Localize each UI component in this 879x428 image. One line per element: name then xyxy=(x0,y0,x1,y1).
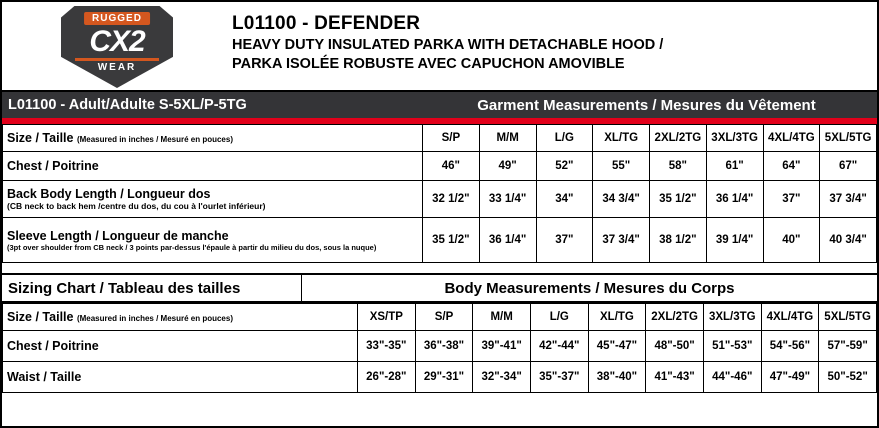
garment-row-1-val-1: 33 1/4" xyxy=(479,181,536,218)
garment-row-0-val-5: 61" xyxy=(706,152,763,181)
garment-col-3: XL/TG xyxy=(593,125,650,152)
logo-top-text: RUGGED xyxy=(84,12,150,25)
garment-banner-right: Garment Measurements / Mesures du Vêtement xyxy=(477,96,816,114)
body-size-header xyxy=(3,304,358,331)
body-row-0-val-7: 54"-56" xyxy=(761,331,819,362)
garment-row-2-val-7: 40 3/4" xyxy=(820,218,877,263)
garment-col-6: 4XL/4TG xyxy=(763,125,820,152)
garment-banner-left: L01100 - Adult/Adulte S-5XL/P-5TG xyxy=(8,97,247,113)
garment-row-1-val-7: 37 3/4" xyxy=(820,181,877,218)
body-col-6: 3XL/3TG xyxy=(703,304,761,331)
body-row-0-val-6: 51"-53" xyxy=(703,331,761,362)
body-measurements-table xyxy=(2,303,877,393)
body-row-1-val-4: 38"-40" xyxy=(588,362,646,393)
garment-size-note: (Measured in inches / Mesuré en pouces) xyxy=(76,135,233,144)
garment-row-1-val-6: 37" xyxy=(763,181,820,218)
body-col-8: 5XL/5TG xyxy=(819,304,877,331)
body-row-1-val-1: 29"-31" xyxy=(415,362,473,393)
document-header xyxy=(2,2,877,90)
garment-measurements-table xyxy=(2,124,877,263)
garment-row-0-val-7: 67" xyxy=(820,152,877,181)
garment-row-1-label-cell xyxy=(3,181,423,218)
body-col-0: XS/TP xyxy=(358,304,416,331)
garment-row-1-val-2: 34" xyxy=(536,181,593,218)
garment-row-2-label-cell xyxy=(3,218,423,263)
body-col-3: L/G xyxy=(530,304,588,331)
table-header-row xyxy=(3,125,877,152)
logo-divider xyxy=(75,58,159,61)
garment-col-7: 5XL/5TG xyxy=(820,125,877,152)
garment-col-1: M/M xyxy=(479,125,536,152)
body-row-1-label: Waist / Taille xyxy=(7,370,82,384)
garment-row-0-val-0: 46" xyxy=(423,152,480,181)
garment-col-4: 2XL/2TG xyxy=(650,125,707,152)
garment-row-0-val-1: 49" xyxy=(479,152,536,181)
garment-row-2-val-2: 37" xyxy=(536,218,593,263)
body-row-0-label: Chest / Poitrine xyxy=(7,339,99,353)
body-banner-right: Body Measurements / Mesures du Corps xyxy=(444,279,735,297)
table-row xyxy=(3,218,877,263)
garment-row-2-label: Sleeve Length / Longueur de manche xyxy=(7,228,229,243)
body-row-1-val-6: 44"-46" xyxy=(703,362,761,393)
garment-row-2-val-0: 35 1/2" xyxy=(423,218,480,263)
logo-shield-shape xyxy=(61,6,173,88)
title-block xyxy=(232,4,877,74)
garment-row-2-note: (3pt over shoulder from CB neck / 3 points par-dessus l'épaule à partir du milieu du dos, sous la nuque) xyxy=(7,242,377,252)
body-col-4: XL/TG xyxy=(588,304,646,331)
garment-row-2-val-6: 40" xyxy=(763,218,820,263)
body-row-1-val-7: 47"-49" xyxy=(761,362,819,393)
body-row-0-val-0: 33"-35" xyxy=(358,331,416,362)
table-row xyxy=(3,331,877,362)
garment-row-2-val-4: 38 1/2" xyxy=(650,218,707,263)
body-size-note: (Measured in inches / Mesuré en pouces) xyxy=(76,314,233,323)
garment-row-1-val-0: 32 1/2" xyxy=(423,181,480,218)
body-row-1-val-3: 35"-37" xyxy=(530,362,588,393)
body-row-0-val-1: 36"-38" xyxy=(415,331,473,362)
garment-col-0: S/P xyxy=(423,125,480,152)
garment-row-0-label-cell xyxy=(3,152,423,181)
table-header-row xyxy=(3,304,877,331)
garment-row-0-val-4: 58" xyxy=(650,152,707,181)
body-row-0-val-5: 48"-50" xyxy=(646,331,704,362)
body-row-1-val-2: 32"-34" xyxy=(473,362,531,393)
garment-size-label: Size / Taille xyxy=(7,131,74,145)
body-row-1-val-8: 50"-52" xyxy=(819,362,877,393)
body-banner-left: Sizing Chart / Tableau des tailles xyxy=(2,275,302,301)
garment-col-5: 3XL/3TG xyxy=(706,125,763,152)
body-banner xyxy=(2,273,877,303)
body-row-0-label-cell xyxy=(3,331,358,362)
logo-brand-text: CX2 xyxy=(89,25,145,58)
garment-row-2-val-1: 36 1/4" xyxy=(479,218,536,263)
garment-row-1-label: Back Body Length / Longueur dos xyxy=(7,187,211,201)
body-col-5: 2XL/2TG xyxy=(646,304,704,331)
table-row xyxy=(3,181,877,218)
garment-row-1-val-5: 36 1/4" xyxy=(706,181,763,218)
garment-col-2: L/G xyxy=(536,125,593,152)
body-row-1-val-0: 26"-28" xyxy=(358,362,416,393)
garment-row-0-val-6: 64" xyxy=(763,152,820,181)
table-row xyxy=(3,152,877,181)
garment-size-header xyxy=(3,125,423,152)
page-subtitle-en: HEAVY DUTY INSULATED PARKA WITH DETACHABLE HOOD / xyxy=(232,37,664,53)
garment-row-1-note: (CB neck to back hem /centre du dos, du cou à l'ourlet inférieur) xyxy=(7,201,266,211)
table-row xyxy=(3,362,877,393)
page-title: L01100 - DEFENDER xyxy=(232,13,421,34)
garment-row-1-val-3: 34 3/4" xyxy=(593,181,650,218)
body-row-0-val-3: 42"-44" xyxy=(530,331,588,362)
garment-row-0-label: Chest / Poitrine xyxy=(7,159,99,173)
body-col-2: M/M xyxy=(473,304,531,331)
body-row-0-val-4: 45"-47" xyxy=(588,331,646,362)
garment-banner xyxy=(2,90,877,118)
brand-logo xyxy=(2,4,232,88)
body-col-7: 4XL/4TG xyxy=(761,304,819,331)
garment-row-2-val-5: 39 1/4" xyxy=(706,218,763,263)
logo-bottom-text: WEAR xyxy=(97,62,137,73)
body-size-label: Size / Taille xyxy=(7,310,74,324)
body-col-1: S/P xyxy=(415,304,473,331)
garment-row-1-val-4: 35 1/2" xyxy=(650,181,707,218)
garment-row-0-val-3: 55" xyxy=(593,152,650,181)
body-row-1-label-cell xyxy=(3,362,358,393)
garment-row-2-val-3: 37 3/4" xyxy=(593,218,650,263)
body-row-1-val-5: 41"-43" xyxy=(646,362,704,393)
body-row-0-val-8: 57"-59" xyxy=(819,331,877,362)
page-subtitle-fr: PARKA ISOLÉE ROBUSTE AVEC CAPUCHON AMOVIBLE xyxy=(232,56,625,72)
garment-row-0-val-2: 52" xyxy=(536,152,593,181)
body-row-0-val-2: 39"-41" xyxy=(473,331,531,362)
section-gap xyxy=(2,263,877,273)
